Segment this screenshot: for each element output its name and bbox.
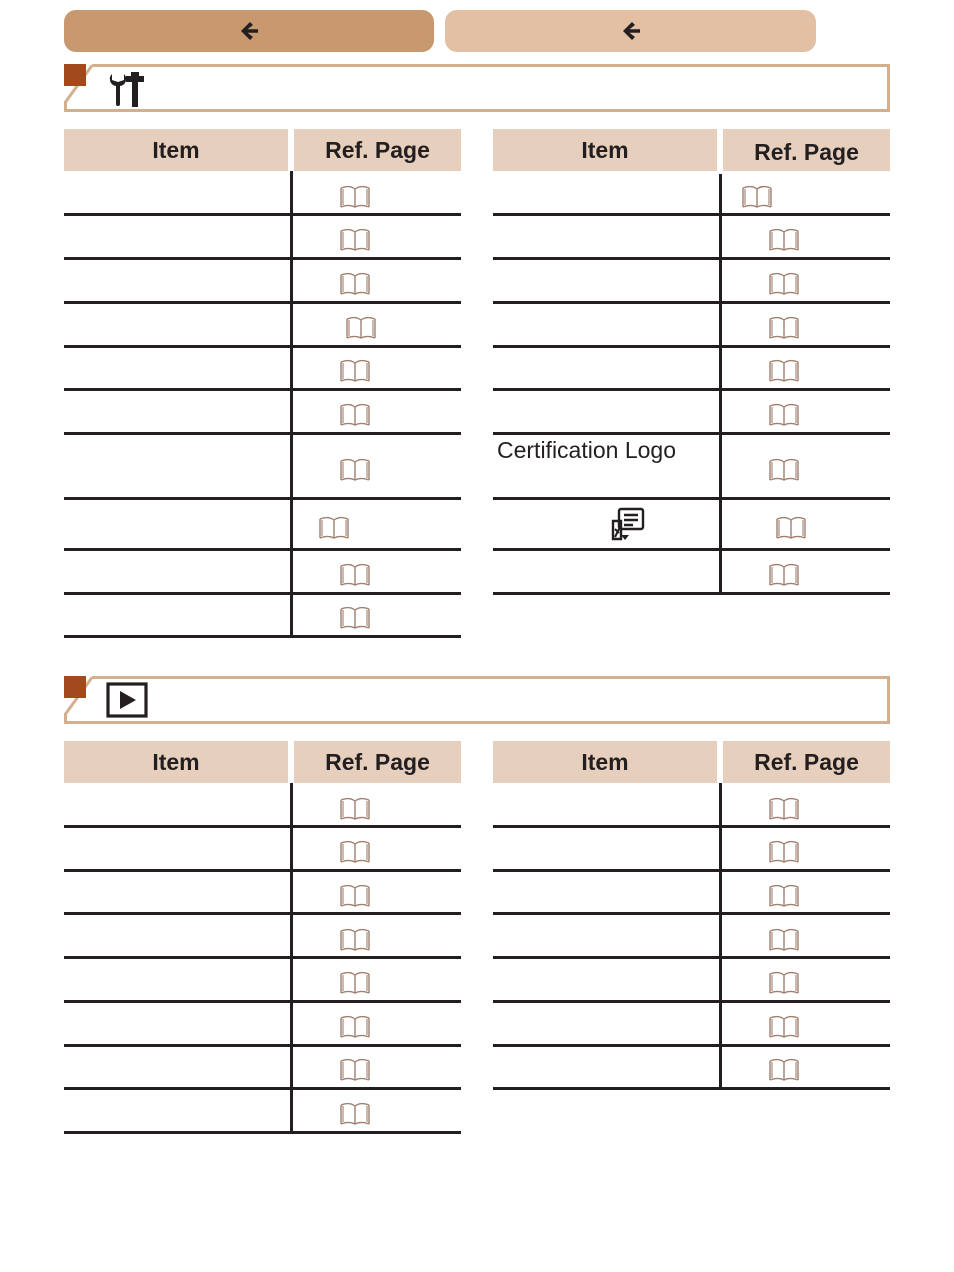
book-icon[interactable] xyxy=(339,1102,371,1126)
item-column-header: Item xyxy=(493,741,717,783)
book-icon[interactable] xyxy=(339,185,371,209)
back-button[interactable] xyxy=(445,10,816,52)
playback-section-header xyxy=(64,676,890,724)
ref-page-column-header: Ref. Page xyxy=(294,129,461,171)
menu-display-icon xyxy=(611,507,647,541)
playback-table-left xyxy=(64,741,461,1135)
ref-page-column-header: Ref. Page xyxy=(723,129,890,171)
book-icon[interactable] xyxy=(768,458,800,482)
book-icon[interactable] xyxy=(768,272,800,296)
book-icon[interactable] xyxy=(339,228,371,252)
arrow-left-icon xyxy=(238,20,260,42)
section-marker xyxy=(64,64,86,86)
book-icon[interactable] xyxy=(339,797,371,821)
book-icon[interactable] xyxy=(339,606,371,630)
book-icon[interactable] xyxy=(339,359,371,383)
book-icon[interactable] xyxy=(339,563,371,587)
book-icon[interactable] xyxy=(768,1015,800,1039)
book-icon[interactable] xyxy=(339,884,371,908)
certification-logo-label: Certification Logo xyxy=(497,437,676,463)
book-icon[interactable] xyxy=(768,403,800,427)
arrow-left-icon xyxy=(620,20,642,42)
book-icon[interactable] xyxy=(768,563,800,587)
book-icon[interactable] xyxy=(768,797,800,821)
book-icon[interactable] xyxy=(768,971,800,995)
item-column-header: Item xyxy=(493,129,717,171)
setup-table-left xyxy=(64,129,461,639)
book-icon[interactable] xyxy=(339,272,371,296)
book-icon[interactable] xyxy=(768,316,800,340)
book-icon[interactable] xyxy=(741,185,773,209)
book-icon[interactable] xyxy=(775,516,807,540)
book-icon[interactable] xyxy=(339,1015,371,1039)
previous-page-button[interactable] xyxy=(64,10,434,52)
playback-table-right xyxy=(493,741,890,1091)
book-icon[interactable] xyxy=(768,228,800,252)
ref-page-column-header: Ref. Page xyxy=(723,741,890,783)
book-icon[interactable] xyxy=(339,403,371,427)
item-column-header: Item xyxy=(64,741,288,783)
ref-page-column-header: Ref. Page xyxy=(294,741,461,783)
book-icon[interactable] xyxy=(768,359,800,383)
book-icon[interactable] xyxy=(339,971,371,995)
book-icon[interactable] xyxy=(345,316,377,340)
book-icon[interactable] xyxy=(339,928,371,952)
book-icon[interactable] xyxy=(768,928,800,952)
setup-section-header xyxy=(64,64,890,112)
book-icon[interactable] xyxy=(339,458,371,482)
book-icon[interactable] xyxy=(768,1058,800,1082)
setup-table-right xyxy=(493,129,890,599)
setup-tools-icon xyxy=(106,70,148,108)
book-icon[interactable] xyxy=(339,840,371,864)
book-icon[interactable] xyxy=(318,516,350,540)
book-icon[interactable] xyxy=(339,1058,371,1082)
book-icon[interactable] xyxy=(768,884,800,908)
playback-icon xyxy=(106,682,148,720)
section-marker xyxy=(64,676,86,698)
book-icon[interactable] xyxy=(768,840,800,864)
item-column-header: Item xyxy=(64,129,288,171)
